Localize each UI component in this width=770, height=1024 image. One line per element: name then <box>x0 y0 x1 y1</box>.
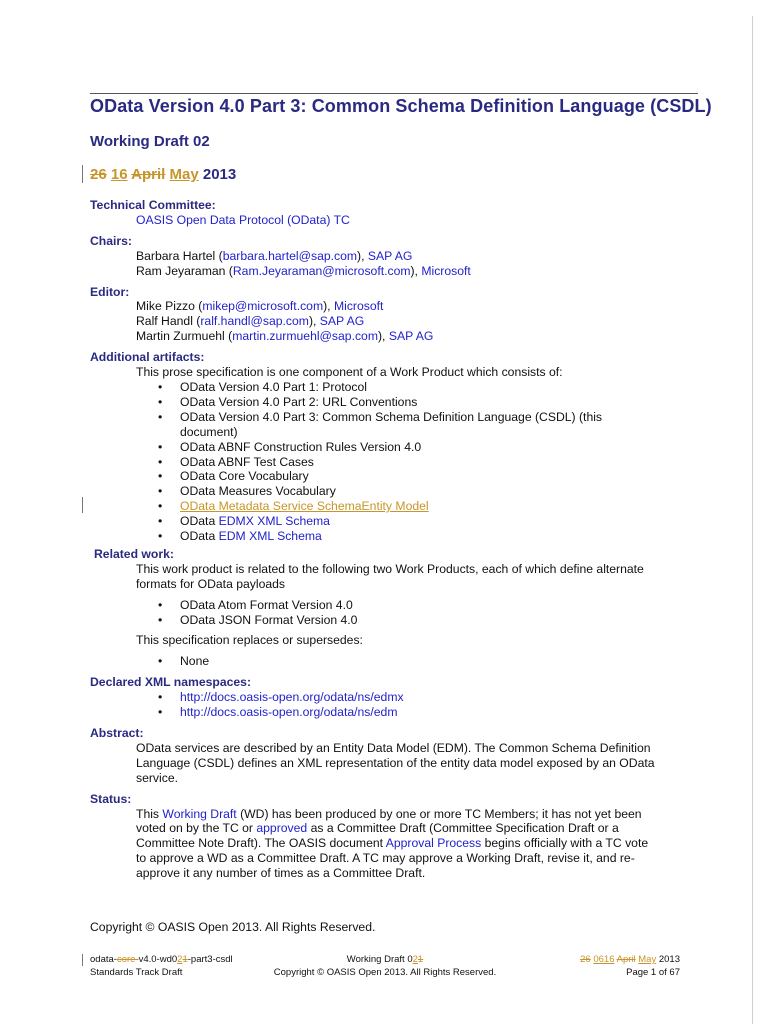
org-link[interactable]: SAP AG <box>319 314 365 329</box>
approval-process-link[interactable]: Approval Process <box>385 836 482 851</box>
page-edge <box>752 16 753 1024</box>
change-bar <box>82 497 83 513</box>
editor-entry: Martin Zurmuehl (martin.zurmuehl@sap.com), SAP AG <box>136 329 434 344</box>
artifacts-label: Additional artifacts: <box>90 350 205 365</box>
edmx-schema-link[interactable]: EDMX XML Schema <box>218 514 330 529</box>
org-link[interactable]: Microsoft <box>421 263 471 278</box>
namespace-link[interactable]: http://docs.oasis-open.org/odata/ns/edm <box>180 705 398 720</box>
artifacts-intro: This prose specification is one component of a Work Product which consists of: <box>136 365 563 380</box>
org-link[interactable]: SAP AG <box>367 248 413 263</box>
document-date <box>90 166 236 183</box>
editor-entry: Ralf Handl (ralf.handl@sap.com), SAP AG <box>136 314 365 329</box>
list-item: • OData Measures Vocabulary <box>158 484 336 499</box>
approved-link[interactable]: approved <box>256 821 308 836</box>
footer-right: 26 0616 April May 2013 Page 1 of 67 <box>540 954 680 979</box>
list-item: • OData JSON Format Version 4.0 <box>158 612 358 627</box>
inserted-day: 16 <box>110 166 128 183</box>
edm-schema-link[interactable]: EDM XML Schema <box>218 529 322 544</box>
copyright: Copyright © OASIS Open 2013. All Rights Reserved. <box>90 920 376 934</box>
status-text: This Working Draft (WD) has been produced by one or more TC Members; it has not yet been voted on by the TC or approved as a Committee Draft (Committee Specification Draft or a Committee Note Draft). The OASIS document Approval Process begins officially with a TC vote to approve a WD as a Committee Draft. A TC may approve a Working Draft, revise it, and re- approve it any number of times as a Committee Draft. <box>136 806 649 881</box>
inserted-month: May <box>169 166 199 183</box>
list-item: • OData ABNF Test Cases <box>158 454 314 469</box>
email-link[interactable]: martin.zurmuehl@sap.com <box>232 329 378 344</box>
related-intro: This work product is related to the following two Work Products, each of which define alternate <box>136 561 644 576</box>
org-link[interactable]: Microsoft <box>333 299 384 314</box>
list-item: • http://docs.oasis-open.org/odata/ns/edm <box>158 705 398 720</box>
editor-entry: Mike Pizzo (mikep@microsoft.com), Microsoft <box>136 299 384 314</box>
page-number: Page 1 of 67 <box>626 966 680 978</box>
list-item: • OData Atom Format Version 4.0 <box>158 597 353 612</box>
related-work-label: Related work: <box>94 546 174 561</box>
chairs-list <box>90 249 690 279</box>
chair-entry: Barbara Hartel (barbara.hartel@sap.com), SAP AG <box>136 248 413 263</box>
page-subtitle: Working Draft 02 <box>90 133 210 150</box>
status-label: Status: <box>90 791 132 806</box>
list-item: • None <box>158 654 210 669</box>
tc-link[interactable]: OASIS Open Data Protocol (OData) TC <box>136 212 350 227</box>
email-link[interactable]: ralf.handl@sap.com <box>200 314 309 329</box>
page-title: OData Version 4.0 Part 3: Common Schema Definition Language (CSDL) <box>90 96 712 116</box>
email-link[interactable]: barbara.hartel@sap.com <box>222 248 358 263</box>
list-item: • OData Version 4.0 Part 2: URL Conventions <box>158 394 418 409</box>
working-draft-link[interactable]: Working Draft <box>162 806 237 821</box>
deleted-day: 26 <box>90 166 107 183</box>
abstract-label: Abstract: <box>90 726 144 740</box>
footer-left: odata-core-v4.0-wd021-part3-csdl Standards Track Draft <box>90 954 233 978</box>
list-item: • OData Version 4.0 Part 1: Protocol <box>158 379 367 394</box>
list-item: • OData ABNF Construction Rules Version 4.0 <box>158 439 422 454</box>
artifacts-list <box>90 380 690 544</box>
editors-label: Editor: <box>90 284 130 299</box>
replaces-text: This specification replaces or supersedes: <box>136 633 363 648</box>
email-link[interactable]: Ram.Jeyaraman@microsoft.com <box>232 263 411 278</box>
list-item: • OData EDMX XML Schema <box>158 514 330 529</box>
replaces-list <box>90 654 690 669</box>
namespaces-list <box>90 690 690 720</box>
footer-center: Working Draft 021 Copyright © OASIS Open 2013. All Rights Reserved. <box>273 954 497 978</box>
year: 2013 <box>202 166 237 183</box>
namespaces-label: Declared XML namespaces: <box>90 675 251 690</box>
editors-list <box>90 299 690 344</box>
metadata-model-link[interactable]: OData Metadata Service SchemaEntity Model <box>180 499 429 514</box>
list-item: • OData Metadata Service SchemaEntity Model <box>158 499 429 514</box>
list-item: • http://docs.oasis-open.org/odata/ns/edmx <box>158 690 404 705</box>
namespace-link[interactable]: http://docs.oasis-open.org/odata/ns/edmx <box>180 690 404 705</box>
related-list <box>90 598 690 628</box>
list-item: • OData Version 4.0 Part 3: Common Schema Definition Language (CSDL) (this document) <box>158 409 603 439</box>
list-item: • OData EDM XML Schema <box>158 529 322 544</box>
tc-label: Technical Committee: <box>90 198 216 212</box>
title-rule <box>90 93 698 94</box>
org-link[interactable]: SAP AG <box>388 329 434 344</box>
email-link[interactable]: mikep@microsoft.com <box>202 299 324 314</box>
change-bar <box>82 165 83 183</box>
change-bar <box>82 954 83 966</box>
chair-entry: Ram Jeyaraman (Ram.Jeyaraman@microsoft.com), Microsoft <box>136 263 471 278</box>
deleted-month: April <box>131 166 166 183</box>
chairs-label: Chairs: <box>90 233 132 248</box>
related-intro-2: formats for OData payloads <box>136 576 286 591</box>
list-item: • OData Core Vocabulary <box>158 469 309 484</box>
abstract-text: OData services are described by an Entity Data Model (EDM). The Common Schema Definition Language (CSDL) defines an XML representation of the entity data model exposed by an OData service. <box>136 740 655 785</box>
document-body <box>90 198 690 881</box>
